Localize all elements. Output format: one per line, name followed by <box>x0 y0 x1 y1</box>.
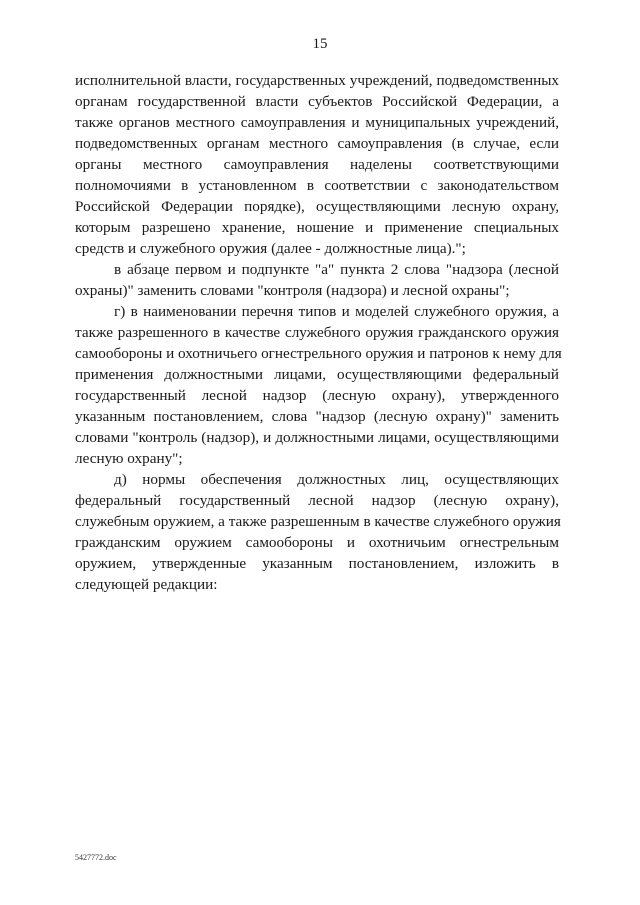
document-filename: 5427772.doc <box>75 853 117 862</box>
text-line: в абзаце первом и подпункте "а" пункта 2 слова "надзора (лесной <box>114 261 559 278</box>
text-line: служебным оружием, а также разрешенным в качестве служебного оружия <box>75 513 561 530</box>
text-line: органам государственной власти субъектов Российской Федерации, а <box>75 93 559 110</box>
text-line: исполнительной власти, государственных учреждений, подведомственных <box>75 72 559 89</box>
text-line: гражданским оружием самообороны и охотничьим огнестрельным <box>75 534 559 551</box>
text-line: подведомственных органам местного самоуправления (в случае, если <box>75 135 559 152</box>
text-line: словами "контроль (надзор), и должностными лицами, осуществляющими <box>75 429 559 446</box>
text-line: также разрешенного в качестве служебного оружия гражданского оружия <box>75 324 559 341</box>
text-line: самообороны и охотничьего огнестрельного оружия и патронов к нему для <box>75 345 562 362</box>
text-line: оружием, утвержденные указанным постановлением, изложить в <box>75 555 559 572</box>
text-line: федеральный государственный лесной надзор (лесную охрану), <box>75 492 559 509</box>
text-line: Российской Федерации порядке), осуществляющими лесную охрану, <box>75 198 559 215</box>
text-line: органы местного самоуправления наделены соответствующими <box>75 156 559 173</box>
text-line: применения должностными лицами, осуществляющими федеральный <box>75 366 559 383</box>
text-line: средств и служебного оружия (далее - должностные лица)."; <box>75 240 466 257</box>
text-line: государственный лесной надзор (лесную охрану), утвержденного <box>75 387 559 404</box>
text-line: которым разрешено хранение, ношение и применение специальных <box>75 219 559 236</box>
text-line: охраны)" заменить словами "контроля (надзора) и лесной охраны"; <box>75 282 510 299</box>
text-line: следующей редакции: <box>75 576 218 593</box>
text-line: также органов местного самоуправления и муниципальных учреждений, <box>75 114 559 131</box>
text-line: указанным постановлением, слова "надзор (лесную охрану)" заменить <box>75 408 559 425</box>
page-number: 15 <box>312 36 328 52</box>
text-line: лесную охрану"; <box>75 450 183 467</box>
text-line: полномочиями в установленном в соответствии с законодательством <box>75 177 559 194</box>
text-line: г) в наименовании перечня типов и моделей служебного оружия, а <box>114 303 559 320</box>
text-line: д) нормы обеспечения должностных лиц, осуществляющих <box>114 471 559 488</box>
